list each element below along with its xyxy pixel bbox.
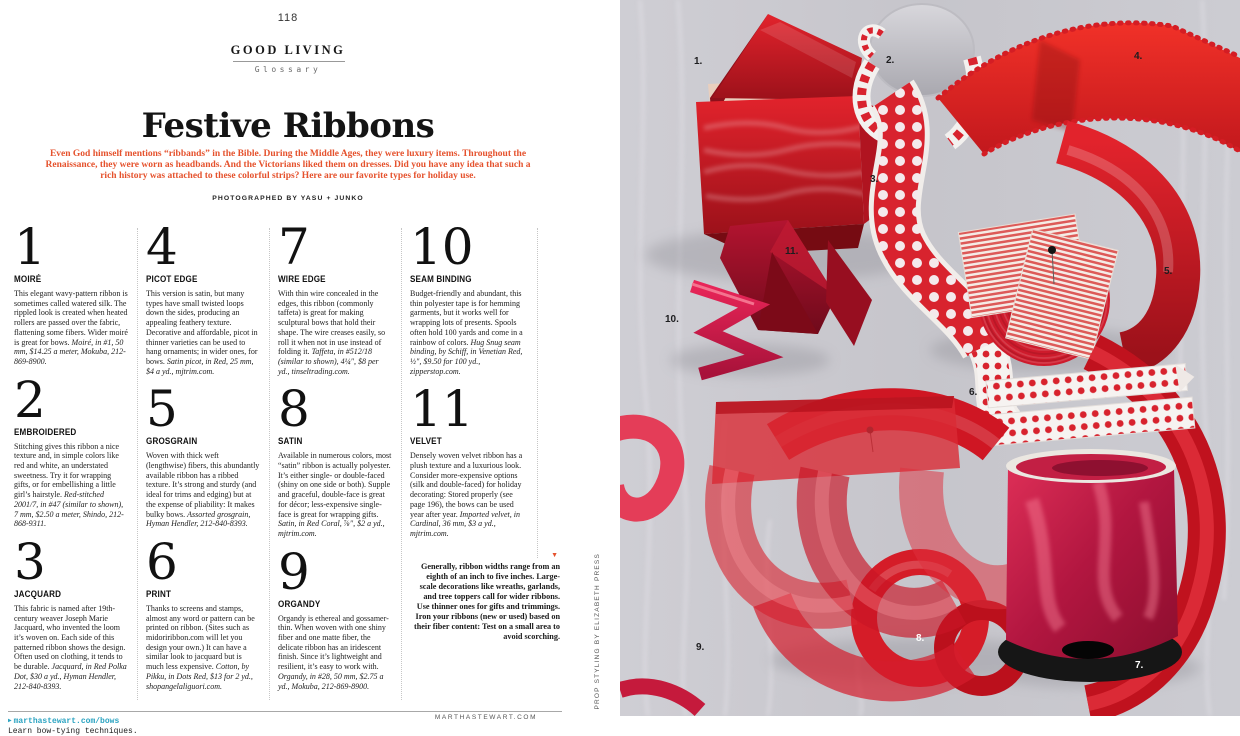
entry-number: 10 xyxy=(410,218,474,276)
glossary-columns xyxy=(14,218,560,703)
entry-picot-edge xyxy=(146,218,260,376)
entry-heading: VELVET xyxy=(410,436,442,448)
entry-number: 8 xyxy=(278,380,310,439)
entry-number: 4 xyxy=(146,218,178,276)
entry-source: Assorted grosgrain, Hyman Hendler, 212-840-8393. xyxy=(146,509,251,529)
photographer-credit: PHOTOGRAPHED BY YASU + JUNKO xyxy=(212,195,364,202)
entry-source: Moiré, in #1, 50 mm, $14.25 a meter, Mokuba, 212-869-8900. xyxy=(14,337,126,366)
entry-heading: SEAM BINDING xyxy=(410,274,472,285)
entry-source: Jacquard, in Red Polka Dot, $30 a yd., Hyman Hendler, 212-840-8393. xyxy=(14,662,127,691)
entry-organdy xyxy=(278,542,392,692)
entry-body: This elegant wavy-pattern ribbon is sometimes called watered silk. The rippled look is created when heated rollers are passed over the fabric, flattening some fibers. Wider moiré is great for bows. xyxy=(14,289,128,347)
entry-body: Densely woven velvet ribbon has a plush texture and a luxurious look. Consider more-expensive options (silk and double-faced) for holiday decorating: Stored properly (see page 196), the bows can be used year after year. xyxy=(410,451,523,519)
entry-body: This version is satin, but many types have small twisted loops down the sides, producing an appealing feathery texture. Decorative and affordable, picot in thinner varieties can be used to hang ornaments; in wider ones, for bows. xyxy=(146,289,258,366)
photo-label-2: 2. xyxy=(886,55,895,66)
photo-page xyxy=(620,0,1240,716)
entry-heading: PICOT EDGE xyxy=(146,274,198,285)
entry-heading: SATIN xyxy=(278,436,303,448)
photo-label-7: 7. xyxy=(1135,660,1144,671)
entry-embroidered xyxy=(14,370,128,529)
section-divider xyxy=(233,61,345,62)
ribbons-photo-illustration xyxy=(620,0,1240,716)
photo-label-5: 5. xyxy=(1164,266,1173,277)
entry-body: Budget-friendly and abundant, this thin polyester tape is for hemming garments, but it works well for wrapping lots of presents. Spools often hold 100 yards and come in a rainbow of colors. xyxy=(410,289,523,347)
entry-body: Organdy is ethereal and gossamer-thin. When woven with one shiny fiber and one matte fiber, the delicate ribbon has an iridescent finish. Since it’s lightweight and resilient, it’s easy to work with. xyxy=(278,613,389,672)
photo-label-8: 8. xyxy=(916,633,925,644)
entry-heading: JACQUARD xyxy=(14,588,62,600)
entry-jacquard xyxy=(14,532,128,691)
photo-label-1: 1. xyxy=(694,56,703,67)
entry-source: Hug Snug seam binding, by Schiff, in Venetian Red, ½″, $9.50 for 100 yd., zipperstop.com. xyxy=(410,337,523,376)
photo-label-11: 11. xyxy=(785,246,799,257)
entry-source: Taffeta, in #512/18 (similar to shown), 4¼″, $8 per yd., tinseltrading.com. xyxy=(278,347,379,376)
photo-label-10: 10. xyxy=(665,314,679,325)
entry-number: 6 xyxy=(146,532,178,591)
column-4 xyxy=(410,218,560,703)
photo-label-6: 6. xyxy=(969,387,978,398)
entry-number: 7 xyxy=(278,218,310,276)
entry-source: Imported velvet, in Cardinal, 36 mm, $3 a yd., mjtrim.com. xyxy=(410,509,520,538)
note-text: Generally, ribbon widths range from an eighth of an inch to five inches. Large-scale decorations like wreaths, garlands, and tree toppers call for wider ribbons. Use thinner ones for gifts and trimmings. Iron your ribbons (new or used) based on their fiber content: Test on a small area to avoid scorching. xyxy=(414,561,560,641)
entry-number: 1 xyxy=(14,218,46,276)
column-2 xyxy=(146,218,260,703)
entry-velvet xyxy=(410,380,524,538)
entry-print xyxy=(146,532,260,691)
page-number: 118 xyxy=(277,12,299,24)
photo-label-4: 4. xyxy=(1134,51,1143,62)
triangle-marker-icon: ▼ xyxy=(551,550,558,559)
entry-body: Stitching gives this ribbon a nice texture and, in simple colors like red and white, an understated sweetness. Try it for wrapping gifts, or for embellishing a little girl’s hairstyle. xyxy=(14,441,120,500)
entry-moire xyxy=(14,218,128,367)
photo-label-3: 3. xyxy=(870,174,879,185)
entry-seam-binding xyxy=(410,218,524,376)
article-title: Festive Ribbons xyxy=(141,106,435,146)
entry-heading: ORGANDY xyxy=(278,598,321,610)
entry-number: 5 xyxy=(146,380,178,439)
entry-body: Woven with thick weft (lengthwise) fibers, this abundantly available ribbon has a ribbed texture. It’s strong and sturdy (and ideal for trims and edging) but at the expense of pliability: It makes bulky bows. xyxy=(146,451,260,519)
subsection-label: Glossary xyxy=(254,65,322,74)
entry-heading: EMBROIDERED xyxy=(14,426,77,438)
arrow-icon: ▶ xyxy=(8,717,12,724)
column-1 xyxy=(14,218,128,703)
entry-source: Cotton, by Pikku, in Dots Red, $13 for 2 yd., shopangelaliguori.com. xyxy=(146,662,253,691)
entry-source: Red-stitched 2001/7, in #47 (similar to shown), 7 mm, $2.50 a meter, Shindo, 212-868-9311. xyxy=(14,490,124,529)
prop-styling-credit: PROP STYLING BY ELIZABETH PRESS xyxy=(594,553,601,710)
footer-divider xyxy=(8,711,562,712)
entry-source: Satin, in Red Coral, ⅞″, $2 a yd., mjtrim.com. xyxy=(278,519,385,538)
photo-label-9: 9. xyxy=(696,642,705,653)
editor-note xyxy=(410,551,560,642)
entry-satin xyxy=(278,380,392,538)
entry-number: 9 xyxy=(278,542,310,601)
entry-grosgrain xyxy=(146,380,260,529)
entry-body: Available in numerous colors, most “satin” ribbon is actually polyester. It’s either single- or double-faced (shiny on one side or both). Supple and graceful, double-face is great for décor; less-expensive single-face is great for wrapping gifts. xyxy=(278,451,392,519)
entry-body: This fabric is named after 19th-century weaver Joseph Marie Jacquard, who invented the loom it’s woven on. Each side of this patterned ribbon shows the design. Often used on clothing, it tends to be durable. xyxy=(14,603,126,672)
section-title: GOOD LIVING xyxy=(230,43,346,57)
entry-number: 11 xyxy=(410,380,474,439)
column-3 xyxy=(278,218,392,703)
entry-number: 3 xyxy=(14,532,46,591)
entry-wire-edge xyxy=(278,218,392,376)
entry-heading: GROSGRAIN xyxy=(146,436,198,448)
intro-paragraph: Even God himself mentions “ribbands” in the Bible. During the Middle Ages, they were luxury items. Throughout the Renaissance, they were worn as headbands. And the Victorians liked them on dresses. Did you have any idea that such a rich history was attached to these colorful strips? Here are our favorite types for holiday use. xyxy=(45,149,531,181)
footer-link-block xyxy=(8,716,138,736)
entry-body: Thanks to screens and stamps, almost any word or pattern can be printed on ribbon. (Sites such as midoriribbon.com will let you design your own.) It can have a similar look to jacquard but is much less expensive. xyxy=(146,603,255,672)
entry-heading: MOIRÉ xyxy=(14,274,42,285)
entry-heading: WIRE EDGE xyxy=(278,274,326,285)
entry-body: With thin wire concealed in the edges, this ribbon (commonly taffeta) is great for making sculptural bows that hold their shape. The wire creases easily, so roll it when not in use instead of folding it. xyxy=(278,289,386,357)
entry-source: Organdy, in #28, 50 mm, $2.75 a yd., Mokuba, 212-869-8900. xyxy=(278,671,384,691)
site-credit: MARTHASTEWART.COM xyxy=(434,714,538,721)
footer-link[interactable]: marthastewart.com/bows xyxy=(13,717,120,726)
footer-caption: Learn bow-tying techniques. xyxy=(8,726,138,736)
entry-heading: PRINT xyxy=(146,588,172,600)
entry-number: 2 xyxy=(14,370,46,429)
entry-source: Satin picot, in Red, 25 mm, $4 a yd., mjtrim.com. xyxy=(146,356,254,376)
